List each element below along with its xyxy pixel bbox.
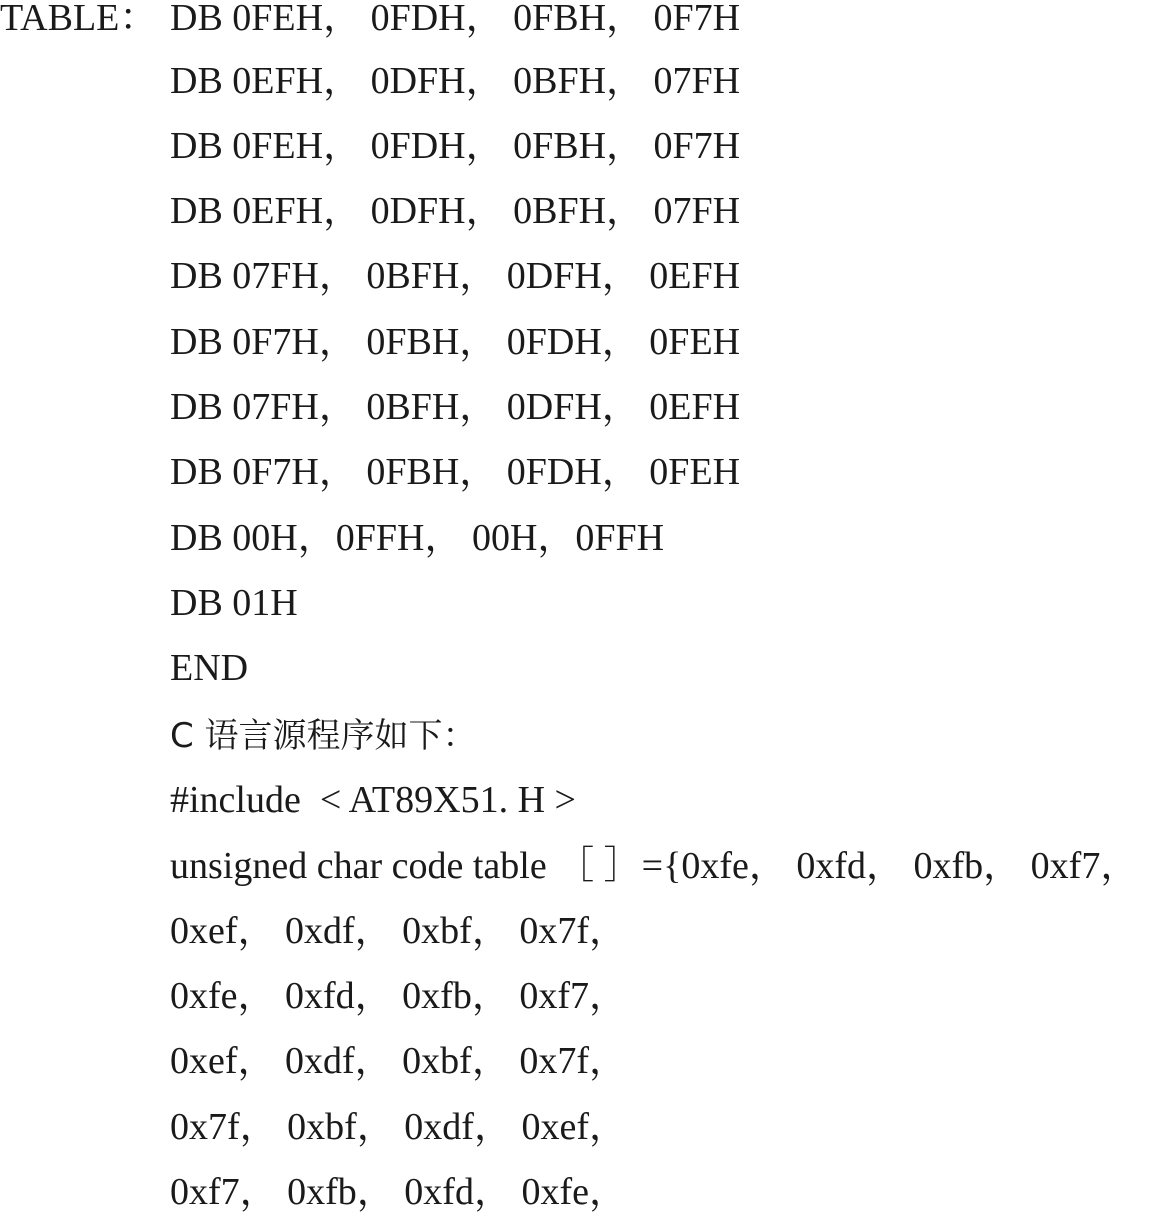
c-line-4 [0, 1099, 627, 1155]
c-heading-line [0, 708, 477, 764]
asm-db-line: DB 01H [170, 582, 298, 624]
asm-db-line: DB 0F7H， 0FBH， 0FDH， 0FEH [170, 451, 741, 493]
c-include: #include < AT89X51. H > [170, 779, 576, 821]
c-array-line: 0x7f， 0xbf， 0xdf， 0xef， [170, 1106, 627, 1148]
asm-end-line: END [170, 647, 249, 689]
asm-line-9 [0, 510, 664, 566]
table-label: TABLE： [0, 0, 158, 39]
asm-db-line: DB 0FEH， 0FDH， 0FBH， 0F7H [170, 0, 741, 39]
asm-db-line: DB 07FH， 0BFH， 0DFH， 0EFH [170, 386, 741, 428]
asm-db-line: DB 0FEH， 0FDH， 0FBH， 0F7H [170, 125, 741, 167]
c-include-line [0, 772, 576, 828]
c-line-2 [0, 968, 627, 1024]
c-source-heading: C 语言源程序如下： [170, 716, 477, 756]
asm-line-3 [0, 118, 740, 174]
asm-line-6 [0, 314, 740, 370]
asm-line-end [0, 640, 248, 696]
asm-db-line: DB 00H，0FFH， 00H，0FFH [170, 517, 665, 559]
c-line-5 [0, 1164, 627, 1220]
c-table-declaration: unsigned char code table ［ ］={0xfe， 0xfd， 0xfb， 0xf7， [170, 845, 1139, 887]
asm-line-2 [0, 53, 740, 109]
asm-line-8 [0, 444, 740, 500]
c-array-line: 0xef， 0xdf， 0xbf， 0x7f， [170, 910, 627, 952]
c-line-1 [0, 903, 627, 959]
asm-line-1 [0, 0, 740, 46]
asm-line-7 [0, 379, 740, 435]
asm-line-5 [0, 248, 740, 304]
c-line-3 [0, 1033, 627, 1089]
c-decl-line [0, 838, 1138, 894]
asm-db-line: DB 07FH， 0BFH， 0DFH， 0EFH [170, 255, 741, 297]
c-array-line: 0xf7， 0xfb， 0xfd， 0xfe， [170, 1171, 627, 1213]
c-array-line: 0xfe， 0xfd， 0xfb， 0xf7， [170, 975, 627, 1017]
asm-line-10 [0, 575, 298, 631]
asm-db-line: DB 0EFH， 0DFH， 0BFH， 07FH [170, 190, 741, 232]
asm-db-line: DB 0EFH， 0DFH， 0BFH， 07FH [170, 60, 741, 102]
asm-db-line: DB 0F7H， 0FBH， 0FDH， 0FEH [170, 321, 741, 363]
c-array-line: 0xef， 0xdf， 0xbf， 0x7f， [170, 1040, 627, 1082]
asm-line-4 [0, 183, 740, 239]
